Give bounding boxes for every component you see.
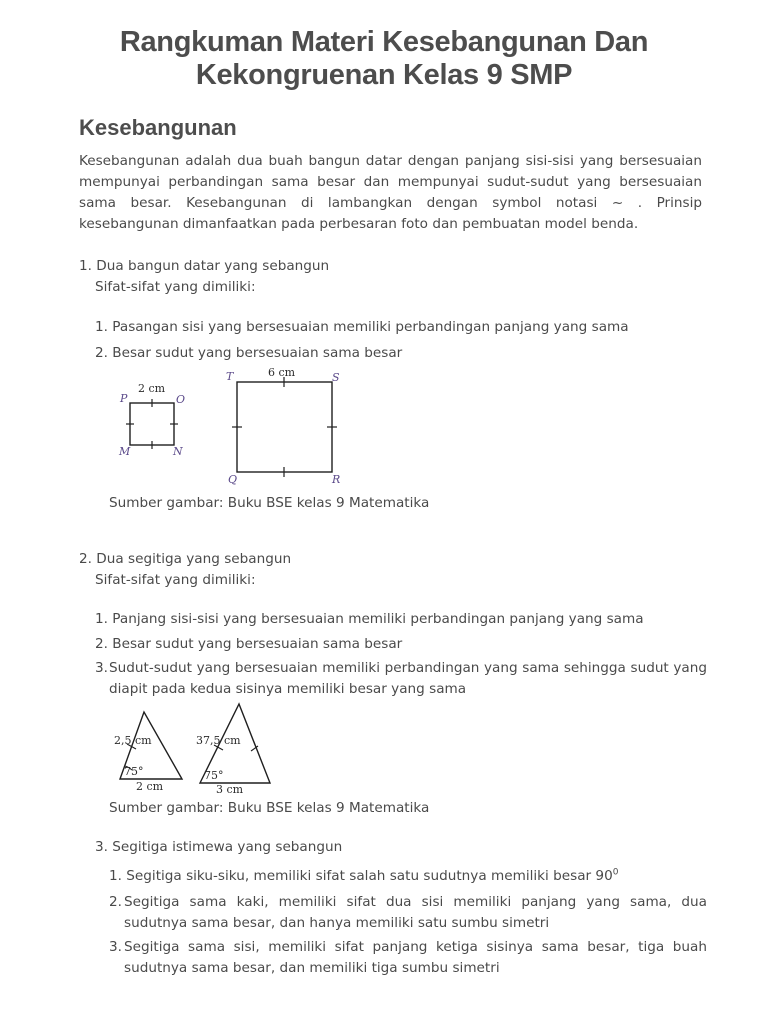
degree-superscript: 0 <box>612 867 619 878</box>
large-triangle-base-label: 3 cm <box>216 783 244 796</box>
intro-paragraph: Kesebangunan adalah dua buah bangun datar dengan panjang sisi-sisi yang bersesuaian mempunyai perbandingan sama besar dan mempunyai sudut-sudut yang bersesuaian sama besar. Kesebangunan di lambangkan dengan symbol notasi ~ . Prinsip kesebangunan dimanfaatkan pada perbesaran foto dan pembuatan model benda. <box>79 153 702 232</box>
small-triangle-angle-label: 75° <box>124 765 144 778</box>
section2-image-source: Sumber gambar: Buku BSE kelas 9 Matematika <box>109 800 430 816</box>
section3-item-2-number: 2. <box>109 894 122 910</box>
small-square <box>130 403 174 445</box>
vertex-M: M <box>119 445 131 458</box>
small-square-side-label: 2 cm <box>138 382 166 395</box>
section3-item-1 <box>109 867 618 886</box>
section-heading: Kesebangunan <box>79 115 237 140</box>
section1-title: 1. Dua bangun datar yang sebangun <box>79 258 330 274</box>
section3-item-3-text: Segitiga sama sisi, memiliki sifat panjang ketiga sisinya sama besar, tiga buah sudutnya sama besar, dan memiliki tiga sumbu simetri <box>124 939 707 976</box>
section1-props-label: Sifat-sifat yang dimiliki: <box>95 279 256 295</box>
page-title-line-1: Rangkuman Materi Kesebangunan Dan <box>119 26 649 58</box>
section2-item-3-text: Sudut-sudut yang bersesuaian memiliki perbandingan yang sama sehingga sudut yang diapit pada kedua sisinya memiliki besar yang sama <box>109 660 707 697</box>
section1-item-1: 1. Pasangan sisi yang bersesuaian memiliki perbandingan panjang yang sama <box>95 319 629 335</box>
vertex-Q: Q <box>228 473 238 486</box>
large-triangle-angle-label: 75° <box>204 769 224 782</box>
section3-item-1-text: 1. Segitiga siku-siku, memiliki sifat salah satu sudutnya memiliki besar 90 <box>109 868 613 884</box>
page-title-line-2: Kekongruenan Kelas 9 SMP <box>195 59 573 91</box>
section3-item-3-number: 3. <box>109 939 122 955</box>
section2-item-1: 1. Panjang sisi-sisi yang bersesuaian memiliki perbandingan panjang yang sama <box>95 611 644 627</box>
section3-title: 3. Segitiga istimewa yang sebangun <box>95 839 343 855</box>
large-square <box>237 382 332 472</box>
section2-title: 2. Dua segitiga yang sebangun <box>79 551 292 567</box>
triangles-figure <box>112 700 282 795</box>
page-title <box>40 26 728 92</box>
section2-item-3-number: 3. <box>95 660 108 676</box>
small-triangle-side-label: 2,5 cm <box>114 734 152 747</box>
squares-figure <box>105 362 365 486</box>
vertex-S: S <box>332 371 340 384</box>
section2-props-label: Sifat-sifat yang dimiliki: <box>95 572 256 588</box>
section1-image-source: Sumber gambar: Buku BSE kelas 9 Matematika <box>109 495 430 511</box>
vertex-T: T <box>226 370 234 383</box>
vertex-R: R <box>332 473 341 486</box>
small-triangle-base-label: 2 cm <box>136 780 164 793</box>
large-square-side-label: 6 cm <box>268 366 296 379</box>
large-triangle-side-label: 37,5 cm <box>196 734 241 747</box>
vertex-P: P <box>120 392 128 405</box>
section1-item-2: 2. Besar sudut yang bersesuaian sama besar <box>95 345 403 361</box>
vertex-O: O <box>176 393 186 406</box>
section3-item-2-text: Segitiga sama kaki, memiliki sifat dua sisi memiliki panjang yang sama, dua sudutnya sama besar, dan hanya memiliki satu sumbu simetri <box>124 894 707 931</box>
vertex-N: N <box>173 445 183 458</box>
section2-item-2: 2. Besar sudut yang bersesuaian sama besar <box>95 636 403 652</box>
